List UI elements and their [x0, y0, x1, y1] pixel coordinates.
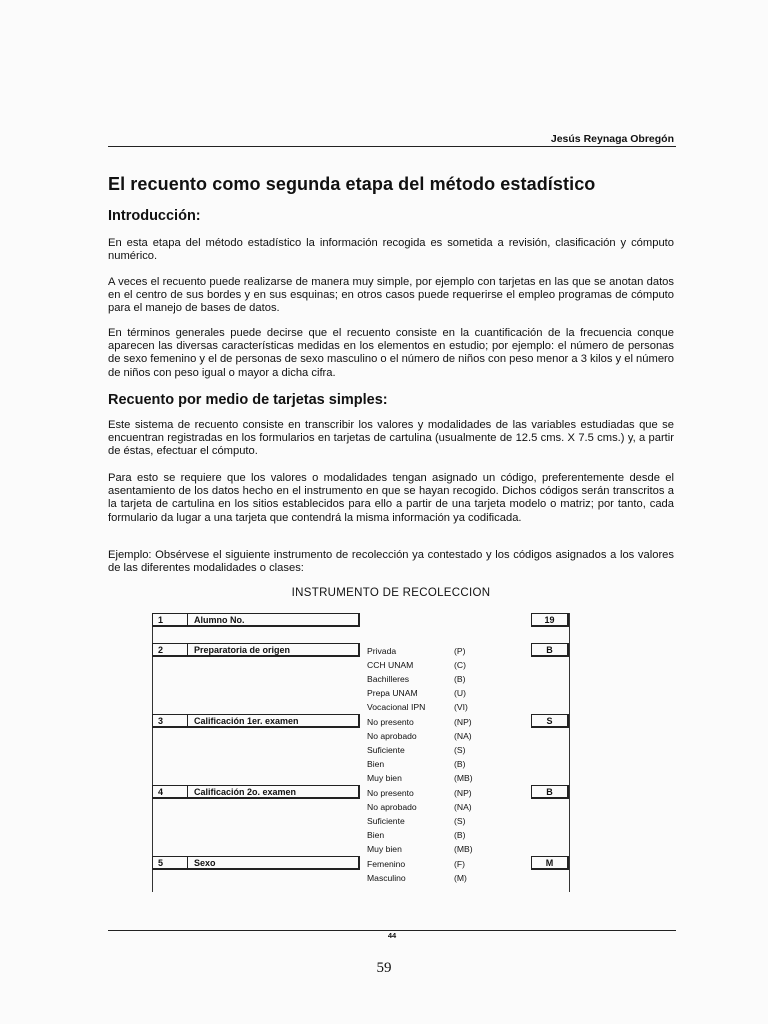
option-name: Bachilleres	[367, 674, 410, 685]
field-label: Calificación 1er. examen	[194, 716, 299, 726]
option-row	[367, 731, 477, 743]
section-heading-tarjetas: Recuento por medio de tarjetas simples:	[108, 392, 388, 408]
option-code: (MB)	[454, 773, 473, 784]
option-code: (NA)	[454, 731, 472, 742]
option-code: (B)	[454, 830, 466, 841]
field-code: 19	[544, 615, 555, 625]
option-code: (B)	[454, 674, 466, 685]
option-name: No presento	[367, 788, 414, 798]
option-code: (S)	[454, 745, 466, 756]
option-name: Bien	[367, 759, 385, 770]
option-code: (F)	[454, 859, 465, 869]
field-label-box	[152, 785, 360, 799]
field-label-box	[152, 856, 360, 870]
field-code-box	[531, 856, 569, 870]
field-code: M	[545, 858, 554, 868]
option-row	[367, 830, 477, 842]
option-row	[367, 759, 477, 771]
field-number: 1	[158, 615, 164, 625]
field-label: Sexo	[194, 858, 216, 868]
field-code: S	[546, 716, 553, 726]
paragraph: En esta etapa del método estadístico la información recogida es sometida a revisión, clasificación y cómputo numérico.	[108, 237, 674, 263]
option-code: (MB)	[454, 844, 473, 855]
option-row	[367, 773, 477, 785]
instrument-title: INSTRUMENTO DE RECOLECCION	[291, 587, 491, 599]
option-name: No aprobado	[367, 731, 417, 742]
field-number: 3	[158, 716, 164, 726]
option-name: Privada	[367, 646, 397, 656]
option-code: (NA)	[454, 802, 472, 813]
field-code: B	[546, 645, 553, 655]
option-code: (M)	[454, 873, 467, 884]
option-code: (NP)	[454, 717, 472, 727]
option-code: (VI)	[454, 702, 468, 713]
option-name: No presento	[367, 717, 414, 727]
running-header-author: Jesús Reynaga Obregón	[550, 133, 674, 145]
field-number: 4	[158, 787, 164, 797]
field-code-box	[531, 785, 569, 799]
option-code: (B)	[454, 759, 466, 770]
field-label-box	[152, 643, 360, 657]
option-row	[367, 646, 477, 658]
field-code: B	[546, 787, 553, 797]
option-row	[367, 802, 477, 814]
collection-instrument-form	[152, 613, 572, 892]
option-name: CCH UNAM	[367, 660, 414, 671]
paragraph: Ejemplo: Obsérvese el siguiente instrumento de recolección ya contestado y los códigos asignados a los valores de las diferentes modalidades o clases:	[108, 549, 674, 575]
folio-number: 59	[376, 960, 392, 976]
field-code-box	[531, 714, 569, 728]
page-number: 44	[387, 931, 397, 940]
option-row	[367, 873, 477, 885]
option-name: Muy bien	[367, 773, 402, 784]
option-row	[367, 844, 477, 856]
field-label: Alumno No.	[194, 615, 245, 625]
form-right-border	[569, 613, 570, 892]
field-code-box	[531, 613, 569, 627]
option-row	[367, 788, 477, 800]
section-heading-introduccion: Introducción:	[108, 208, 201, 224]
field-number: 2	[158, 645, 164, 655]
option-code: (P)	[454, 646, 466, 656]
paragraph: Este sistema de recuento consiste en transcribir los valores y modalidades de las variables estudiadas que se encuentran registradas en los formularios en tarjetas de cartulina (usualmente de 12.5 cms. X 7.5 cms.) y, a partir de éstas, efectuar el cómputo.	[108, 419, 674, 458]
paragraph: Para esto se requiere que los valores o modalidades tengan asignado un código, preferentemente desde el asentamiento de los datos hecho en el instrumento en que se hayan recogido. Dichos códigos serán transcritos a la tarjeta de cartulina en los sitios establecidos para ello a partir de una tarjeta modelo o matriz; por tanto, cada formulario da lugar a una tarjeta que contendrá la misma información ya codificada.	[108, 472, 674, 524]
option-row	[367, 717, 477, 729]
option-row	[367, 702, 477, 714]
option-name: No aprobado	[367, 802, 417, 813]
option-name: Prepa UNAM	[367, 688, 418, 699]
option-row	[367, 745, 477, 757]
field-divider	[187, 644, 188, 655]
field-code-box	[531, 643, 569, 657]
field-label: Preparatoria de origen	[194, 645, 291, 655]
field-number: 5	[158, 858, 164, 868]
option-name: Suficiente	[367, 745, 405, 756]
option-row	[367, 660, 477, 672]
option-code: (S)	[454, 816, 466, 827]
option-row	[367, 688, 477, 700]
field-divider	[187, 614, 188, 625]
option-name: Suficiente	[367, 816, 405, 827]
option-name: Vocacional IPN	[367, 702, 426, 713]
option-name: Femenino	[367, 859, 406, 869]
field-label: Calificación 2o. examen	[194, 787, 297, 797]
header-rule	[108, 146, 676, 147]
option-name: Bien	[367, 830, 385, 841]
field-divider	[187, 715, 188, 726]
page-title: El recuento como segunda etapa del método estadístico	[108, 174, 596, 194]
paragraph: En términos generales puede decirse que el recuento consiste en la cuantificación de la frecuencia conque aparecen las diversas características medidas en los elementos en estudio; por ejemplo: el número de personas de sexo femenino y el de personas de sexo masculino o el número de niños con peso menor a 3 kilos y el número de niños con peso igual o mayor a dicha cifra.	[108, 327, 674, 379]
paragraph: A veces el recuento puede realizarse de manera muy simple, por ejemplo con tarjetas en las que se anotan datos en el centro de sus bordes y en sus esquinas; en otros casos puede requerirse el empleo programas de cómputo para el manejo de bases de datos.	[108, 276, 674, 315]
option-row	[367, 816, 477, 828]
field-label-box	[152, 714, 360, 728]
field-divider	[187, 857, 188, 868]
option-name: Masculino	[367, 873, 406, 884]
option-code: (NP)	[454, 788, 472, 798]
option-row	[367, 859, 477, 871]
option-code: (C)	[454, 660, 466, 671]
option-code: (U)	[454, 688, 466, 699]
field-divider	[187, 786, 188, 797]
option-row	[367, 674, 477, 686]
option-name: Muy bien	[367, 844, 402, 855]
field-label-box	[152, 613, 360, 627]
